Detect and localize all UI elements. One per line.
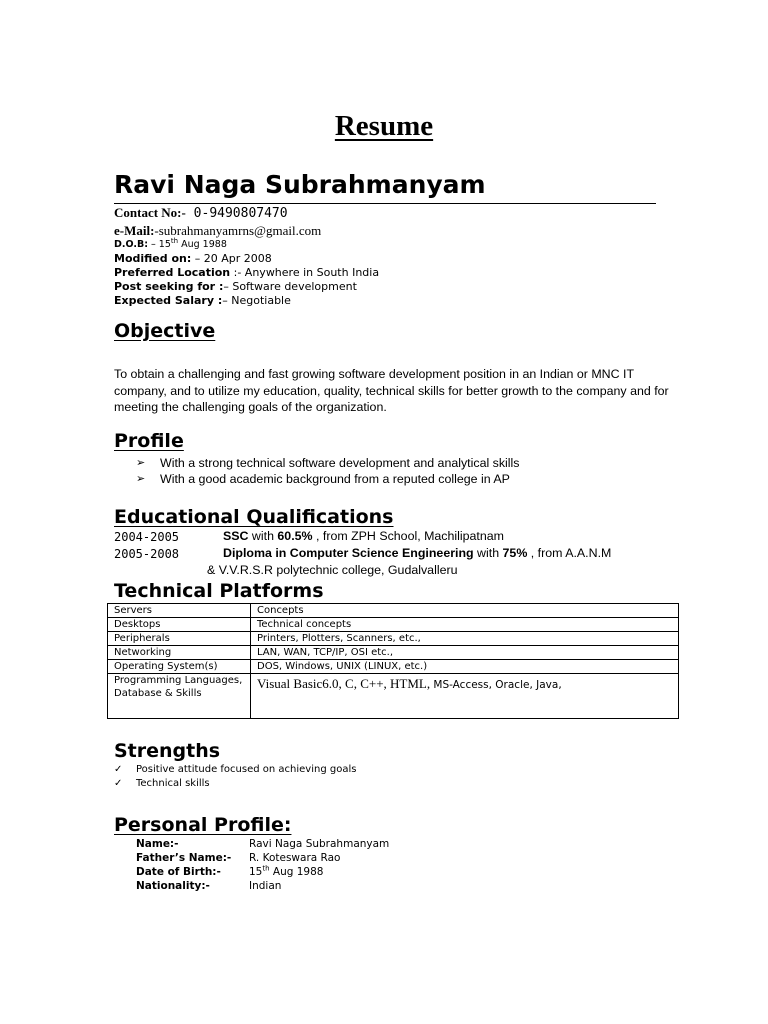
modified-line: Modified on: – 20 Apr 2008 xyxy=(114,252,272,265)
technical-platforms-table xyxy=(107,603,679,719)
meta-label: D.O.B: xyxy=(114,239,149,250)
personal-value: Indian xyxy=(249,880,282,892)
email-line xyxy=(114,223,321,239)
table-row: Peripherals Printers, Plotters, Scanners, etc., xyxy=(108,632,679,646)
personal-value: 15th Aug 1988 xyxy=(249,864,324,878)
education-year: 2005-2008 xyxy=(114,547,180,561)
meta-label: Modified on: xyxy=(114,252,192,265)
check-icon: ✓ xyxy=(114,778,123,789)
section-heading-objective: Objective xyxy=(114,320,216,342)
table-row: Servers Concepts xyxy=(108,604,679,618)
email-label: e-Mail: xyxy=(114,223,155,238)
table-row: Programming Languages, Database & Skills Visual Basic6.0, C, C++, HTML, MS-Access, Oracle, Java, xyxy=(108,674,679,719)
email-value: -subrahmanyamrns@gmail.com xyxy=(154,223,322,238)
meta-label: Preferred Location xyxy=(114,266,231,279)
section-heading-personal: Personal Profile: xyxy=(114,814,292,836)
page-title: Resume xyxy=(334,110,434,142)
table-row: Operating System(s) DOS, Windows, UNIX (LINUX, etc.) xyxy=(108,660,679,674)
personal-label: Father’s Name:- xyxy=(136,852,232,864)
contact-label: Contact No:- xyxy=(114,205,186,220)
section-heading-education: Educational Qualifications xyxy=(114,506,394,528)
personal-value: Ravi Naga Subrahmanyam xyxy=(249,838,390,850)
objective-text: To obtain a challenging and fast growing software development position in an Indian or MNC IT company, and to utilize my education, quality, technical skills for better growth to the company and for meeting the challenging goals of the organization. xyxy=(114,367,669,414)
contact-value: 0-9490807470 xyxy=(185,206,288,221)
location-line: Preferred Location :- Anywhere in South India xyxy=(114,266,380,279)
education-detail: Diploma in Computer Science Engineering with 75% , from A.A.N.M xyxy=(223,546,612,560)
post-line: Post seeking for :– Software development xyxy=(114,280,357,293)
list-item: ✓ Technical skills xyxy=(114,778,210,789)
meta-label: Expected Salary : xyxy=(114,294,223,307)
arrow-bullet-icon: ➢ xyxy=(136,473,146,485)
table-row: Networking LAN, WAN, TCP/IP, OSI etc., xyxy=(108,646,679,660)
section-heading-strengths: Strengths xyxy=(114,740,221,762)
list-item: ✓ Positive attitude focused on achieving goals xyxy=(114,764,357,775)
salary-line: Expected Salary :– Negotiable xyxy=(114,294,291,307)
personal-label: Name:- xyxy=(136,838,179,850)
section-heading-profile: Profile xyxy=(114,430,184,452)
meta-label: Post seeking for : xyxy=(114,280,224,293)
check-icon: ✓ xyxy=(114,764,123,775)
list-item: ➢ With a strong technical software development and analytical skills xyxy=(136,456,520,470)
education-detail: SSC with 60.5% , from ZPH School, Machilipatnam xyxy=(223,529,504,543)
name-divider xyxy=(114,203,656,204)
contact-line xyxy=(114,205,288,221)
personal-label: Nationality:- xyxy=(136,880,210,892)
candidate-name: Ravi Naga Subrahmanyam xyxy=(114,170,486,199)
education-year: 2004-2005 xyxy=(114,530,180,544)
section-heading-technical: Technical Platforms xyxy=(114,580,324,602)
dob-line: D.O.B: – 15th Aug 1988 xyxy=(114,236,227,250)
table-row: Desktops Technical concepts xyxy=(108,618,679,632)
personal-label: Date of Birth:- xyxy=(136,866,221,878)
personal-value: R. Koteswara Rao xyxy=(249,852,341,864)
list-item: ➢ With a good academic background from a reputed college in AP xyxy=(136,472,510,486)
arrow-bullet-icon: ➢ xyxy=(136,457,146,469)
education-detail-cont: & V.V.R.S.R polytechnic college, Gudalvalleru xyxy=(207,563,458,577)
